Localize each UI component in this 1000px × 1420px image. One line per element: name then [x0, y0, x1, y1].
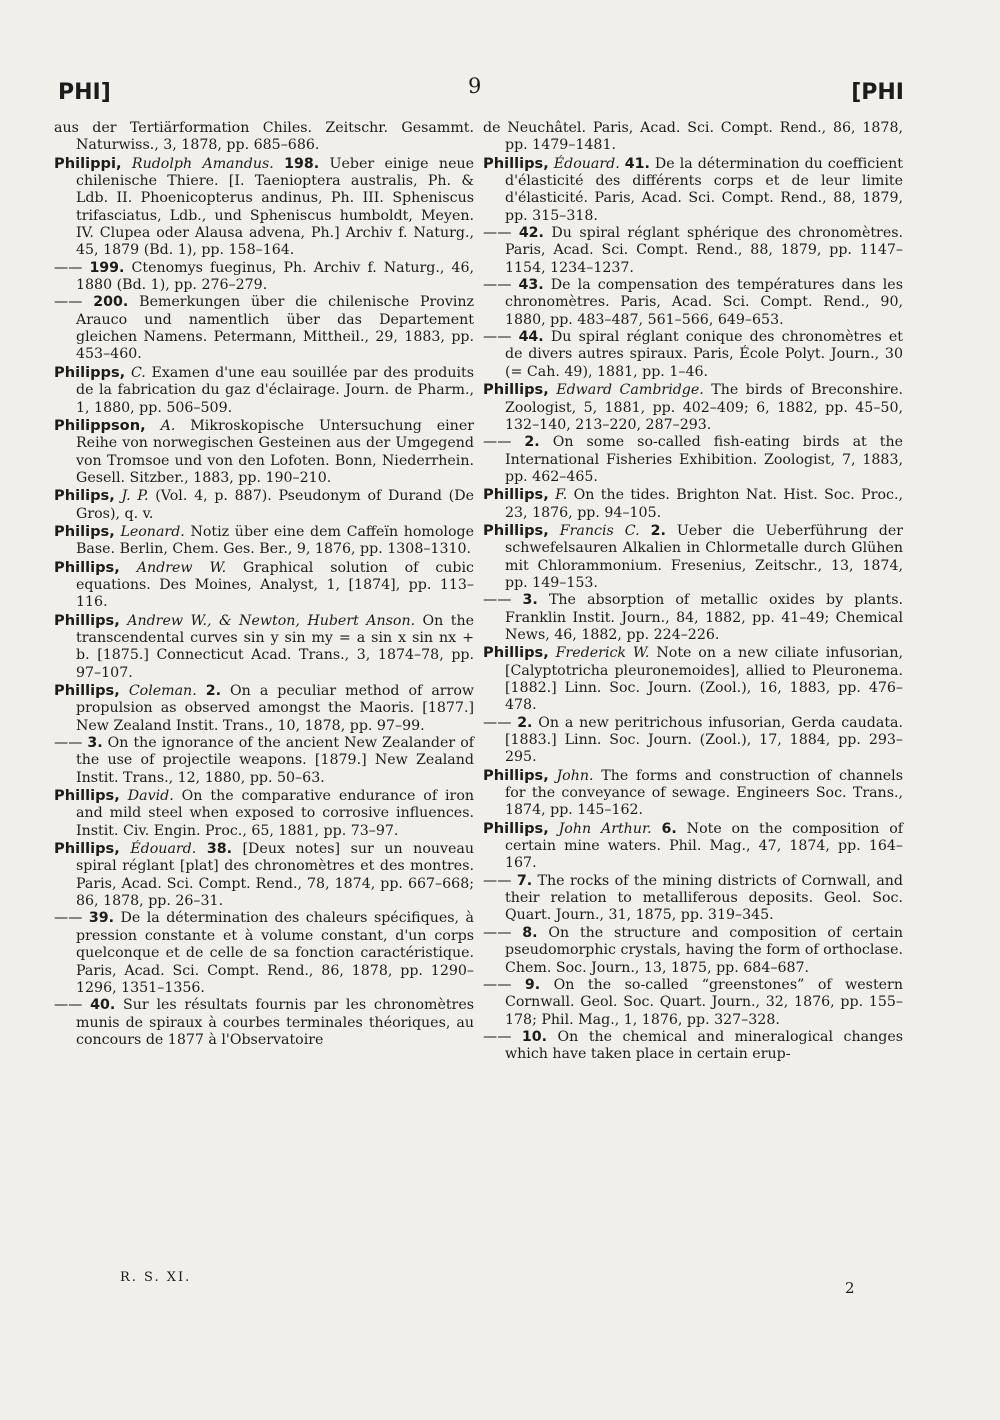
entry-dash: —— [483, 277, 512, 294]
entry-text: On the structure and composition of certain pseudomorphic crystals, having the form of orthoclase. Chem. Soc. Journ., 13, 1875, pp. 684–687. [505, 924, 904, 976]
entry-given-name: Edward Cambridge. [556, 382, 704, 399]
bibliography-entry [483, 486, 903, 522]
entry-number: 39. [88, 910, 114, 927]
entry-dash: —— [483, 592, 512, 609]
bibliography-entry [483, 381, 903, 434]
entry-author: Phillips, [483, 644, 549, 662]
entry-text: (Vol. 4, p. 887). Pseudonym of Durand (De Gros), q. v. [76, 488, 474, 522]
entry-number: 44. [518, 329, 544, 346]
entry-text: De la détermination du coefficient d'élasticité des différents corps et de leur limite d'élasticité. Paris, Acad. Sci. Compt. Rend., 88, 1879, pp. 315–318. [505, 155, 904, 224]
bibliography-entry [54, 612, 474, 682]
entry-text: The birds of Breconshire. Zoologist, 5, 1881, pp. 402–409; 6, 1882, pp. 45–50, 132–140, 213–220, 287–293. [505, 382, 903, 433]
entry-given-name: F. [555, 487, 568, 504]
entry-text: De la détermination des chaleurs spécifiques, à pression constante et à volume constant, d'un corps quelconque et de celle de sa fonction caractéristique. Paris, Acad. Sci. Compt. Rend., 86, 1878, pp. 1290–1296, 1351–1356. [76, 910, 474, 996]
entry-text: The forms and construction of channels for the conveyance of sewage. Engineers Soc. Trans., 1874, pp. 145–162. [505, 767, 903, 819]
entry-text: On the ignorance of the ancient New Zealander of the use of projectile weapons. [1879.] New Zealand Instit. Trans., 12, 1880, pp. 50–63. [76, 735, 474, 786]
entry-given-name: Édouard. [130, 841, 197, 858]
entry-text: On the chemical and mineralogical changes which have taken place in certain erup- [505, 1028, 903, 1063]
entry-text: Bemerkungen über die chilenische Provinz Arauco und namentlich über das Departement gleichen Namens. Petermann, Mittheil., 29, 1883, pp. 453–460. [76, 294, 474, 363]
bibliography-entry [483, 522, 903, 592]
entry-number: 10. [521, 1028, 548, 1045]
entry-author: Phillips, [483, 486, 549, 504]
entry-given-name: J. P. [121, 488, 149, 505]
entry-text: Ueber einige neue chilenische Thiere. [I. Taenioptera australis, Ph. & Ldb. II. Phoenicopterus andinus, Ph. III. Spheniscus trifasciatus, Ldb., und Spheniscus humboldt, Meyen. IV. Clupea oder Alausa advena, Ph.] Archiv f. Naturg., 45, 1879 (Bd. 1), pp. 158–164. [76, 155, 474, 259]
entry-dash: —— [483, 434, 512, 451]
running-head-right: [PHI [851, 80, 904, 105]
entry-dash: —— [54, 735, 83, 752]
entry-given-name: John. [556, 767, 594, 784]
bibliography-entry [483, 120, 903, 155]
entry-text: Note on a new ciliate infusorian, [Calyptotricha pleuronemoides], allied to Pleuronema. [1882.] Linn. Soc. Journ. (Zool.), 16, 1883, pp. 476–478. [505, 645, 904, 714]
entry-text: On the comparative endurance of iron and mild steel when exposed to corrosive influences. Instit. Civ. Engin. Proc., 65, 1881, pp. 73–97. [76, 788, 475, 839]
entry-author: Phillips, [54, 840, 120, 858]
entry-author: Phillips, [483, 381, 549, 399]
entry-given-name: A. [160, 417, 176, 434]
entry-number: 2. [517, 714, 533, 731]
entry-author: Philippi, [54, 154, 122, 172]
entry-number: 9. [524, 976, 541, 993]
bibliography-entry [483, 434, 903, 486]
entry-text: Ctenomys fueginus, Ph. Archiv f. Naturg., 46, 1880 (Bd. 1), pp. 276–279. [76, 259, 474, 294]
bibliography-entry [54, 155, 474, 260]
entry-number: 41. [624, 155, 650, 172]
entry-author: Phillips, [54, 611, 120, 629]
bibliography-entry [54, 787, 474, 840]
entry-dash: —— [483, 872, 512, 889]
entry-dash: —— [54, 259, 83, 276]
bibliography-entry [483, 873, 903, 925]
entry-author: Phillips, [54, 787, 120, 805]
bibliography-entry [483, 644, 903, 714]
entry-given-name: Rudolph Amandus. [131, 155, 274, 172]
entry-number: 199. [89, 259, 125, 276]
entry-author: Philips, [54, 487, 115, 505]
entry-dash: —— [483, 329, 512, 346]
entry-given-name: Francis C. [559, 522, 640, 539]
entry-given-name: John Arthur. [558, 820, 652, 837]
entry-text: Mikroskopische Untersuchung einer Reihe von norwegischen Gesteinen aus der Umgegend von Tromsoe und von den Lofoten. Bonn, Niederrhein. Gesell. Sitzber., 1883, pp. 190–210. [76, 417, 475, 486]
entry-dash: —— [483, 1028, 512, 1045]
entry-number: 200. [93, 294, 129, 311]
entry-author: Phillips, [483, 819, 549, 837]
entry-given-name: Leonard. [120, 523, 185, 540]
entry-text: On the transcendental curves sin y sin my = a sin x sin nx + b. [1875.] Connecticut Acad. Trans., 3, 1874–78, pp. 97–107. [76, 612, 474, 681]
entry-text: Sur les résultats fournis par les chronomètres munis de spiraux à courbes terminales théoriques, au concours de 1877 à l'Observatoire [76, 997, 474, 1048]
entry-text: The absorption of metallic oxides by plants. Franklin Instit. Journ., 84, 1882, pp. 41–49; Chemical News, 46, 1882, pp. 224–226. [505, 592, 903, 643]
entry-given-name: Andrew W., & Newton, Hubert Anson. [127, 612, 416, 629]
bibliography-entry [54, 260, 474, 295]
entry-text: Du spiral réglant conique des chronomètres et de divers autres spiraux. Paris, École Polyt. Journ., 30 (= Cah. 49), 1881, pp. 1–46. [505, 329, 903, 380]
bibliography-entry [483, 225, 903, 277]
bibliography-entry [483, 925, 903, 977]
right-column [483, 120, 903, 1064]
bibliography-entry [483, 767, 903, 820]
bibliography-entry [483, 820, 903, 873]
entry-number: 6. [661, 820, 677, 837]
entry-number: 3. [87, 735, 103, 752]
bibliography-entry [483, 977, 903, 1029]
entry-text: [Deux notes] sur un nouveau spiral réglant [plat] des chronomètres et des montres. Paris, Acad. Sci. Compt. Rend., 78, 1874, pp. 667–668; 86, 1878, pp. 26–31. [76, 841, 475, 910]
entry-author: Philips, [54, 522, 115, 540]
entry-text: Notiz über eine dem Caffeïn homologe Base. Berlin, Chem. Ges. Ber., 9, 1876, pp. 1308–1310. [76, 523, 474, 558]
bibliography-entry [54, 487, 474, 523]
bibliography-entry [483, 329, 903, 381]
bibliography-entry [54, 417, 474, 487]
entry-given-name: Édouard. [553, 155, 620, 172]
bibliography-entry [54, 523, 474, 559]
entry-number: 2. [205, 683, 221, 699]
entry-author: Phillips, [54, 558, 120, 576]
entry-text: Note on the composition of certain mine waters. Phil. Mag., 47, 1874, pp. 164–167. [505, 820, 904, 872]
entry-number: 38. [206, 841, 232, 858]
bibliography-entry [483, 277, 903, 329]
entry-number: 2. [650, 522, 666, 539]
entry-text: aus der Tertiärformation Chiles. Zeitschr. Gesammt. Naturwiss., 3, 1878, pp. 685–686. [54, 120, 474, 154]
bibliography-entry [54, 120, 474, 155]
entry-dash: —— [54, 910, 83, 927]
bibliography-entry [483, 592, 903, 644]
entry-author: Phillips, [483, 154, 549, 172]
page-number: 9 [468, 74, 482, 98]
entry-dash: —— [483, 225, 512, 242]
entry-text: The rocks of the mining districts of Cornwall, and their relation to metalliferous deposits. Geol. Soc. Quart. Journ., 31, 1875, pp. 319–345. [505, 872, 903, 924]
entry-dash: —— [54, 997, 83, 1014]
bibliography-entry [483, 1029, 903, 1064]
bibliography-entry [54, 682, 474, 735]
bibliography-entry [54, 910, 474, 997]
entry-author: Philippson, [54, 416, 146, 434]
entry-author: Phillips, [483, 766, 549, 784]
entry-number: 8. [522, 924, 538, 941]
entry-number: 42. [518, 225, 544, 242]
entry-given-name: Andrew W. [136, 559, 227, 576]
bibliography-entry [483, 715, 903, 767]
entry-text: De la compensation des températures dans les chronomètres. Paris, Acad. Sci. Compt. Rend., 90, 1880, pp. 483–487, 561–566, 649–653. [505, 277, 903, 328]
entry-number: 7. [516, 872, 533, 889]
bibliography-entry [54, 840, 474, 910]
entry-dash: —— [483, 924, 512, 941]
entry-number: 198. [284, 155, 320, 172]
sheet-number: 2 [845, 1279, 855, 1297]
entry-text: Ueber die Ueberführung der schwefelsauren Alkalien in Chlormetalle durch Glühen mit Chlorammonium. Fresenius, Zeitschr., 13, 1874, pp. 149–153. [505, 522, 904, 591]
entry-given-name: Coleman. [128, 683, 197, 699]
left-column [54, 120, 474, 1049]
bibliography-entry [483, 155, 903, 225]
entry-number: 43. [518, 277, 544, 294]
entry-dash: —— [54, 294, 83, 311]
entry-text: On some so-called fish-eating birds at the International Fisheries Exhibition. Zoologist, 7, 1883, pp. 462–465. [505, 434, 903, 485]
entry-text: Examen d'une eau souillée par des produits de la fabrication du gaz d'éclairage. Journ. de Pharm., 1, 1880, pp. 506–509. [76, 364, 474, 416]
entry-dash: —— [483, 976, 512, 993]
entry-given-name: Frederick W. [555, 645, 650, 662]
bibliography-entry [54, 364, 474, 417]
entry-text: On a peculiar method of arrow propulsion as observed amongst the Maoris. [1877.] New Zealand Instit. Trans., 10, 1878, pp. 97–99. [76, 683, 475, 734]
entry-author: Phillips, [54, 682, 120, 699]
bibliography-entry [54, 294, 474, 363]
bibliography-entry [54, 997, 474, 1049]
entry-number: 40. [90, 997, 116, 1014]
entry-text: de Neuchâtel. Paris, Acad. Sci. Compt. Rend., 86, 1878, pp. 1479–1481. [483, 120, 903, 154]
entry-author: Phillips, [483, 521, 549, 539]
page-header [58, 74, 904, 108]
entry-author: Philipps, [54, 363, 126, 381]
entry-given-name: C. [130, 364, 146, 381]
bibliography-entry [54, 559, 474, 612]
entry-text: On the tides. Brighton Nat. Hist. Soc. Proc., 23, 1876, pp. 94–105. [505, 487, 903, 521]
entry-text: On the so-called “greenstones” of western Cornwall. Geol. Soc. Quart. Journ., 32, 1876, pp. 155–178; Phil. Mag., 1, 1876, pp. 327–328. [505, 976, 903, 1028]
running-head-left: PHI] [58, 80, 111, 105]
entry-number: 2. [524, 434, 540, 451]
entry-given-name: David. [127, 788, 174, 805]
entry-dash: —— [483, 714, 512, 731]
signature-mark: R. S. XI. [120, 1270, 192, 1285]
entry-number: 3. [522, 592, 538, 609]
entry-text: On a new peritrichous infusorian, Gerda caudata. [1883.] Linn. Soc. Journ. (Zool.), 17, 1884, pp. 293–295. [505, 714, 903, 766]
bibliography-entry [54, 735, 474, 787]
entry-text: Graphical solution of cubic equations. Des Moines, Analyst, 1, [1874], pp. 113–116. [76, 559, 474, 611]
entry-text: Du spiral réglant sphérique des chronomètres. Paris, Acad. Sci. Compt. Rend., 88, 1879, pp. 1147–1154, 1234–1237. [505, 225, 904, 276]
